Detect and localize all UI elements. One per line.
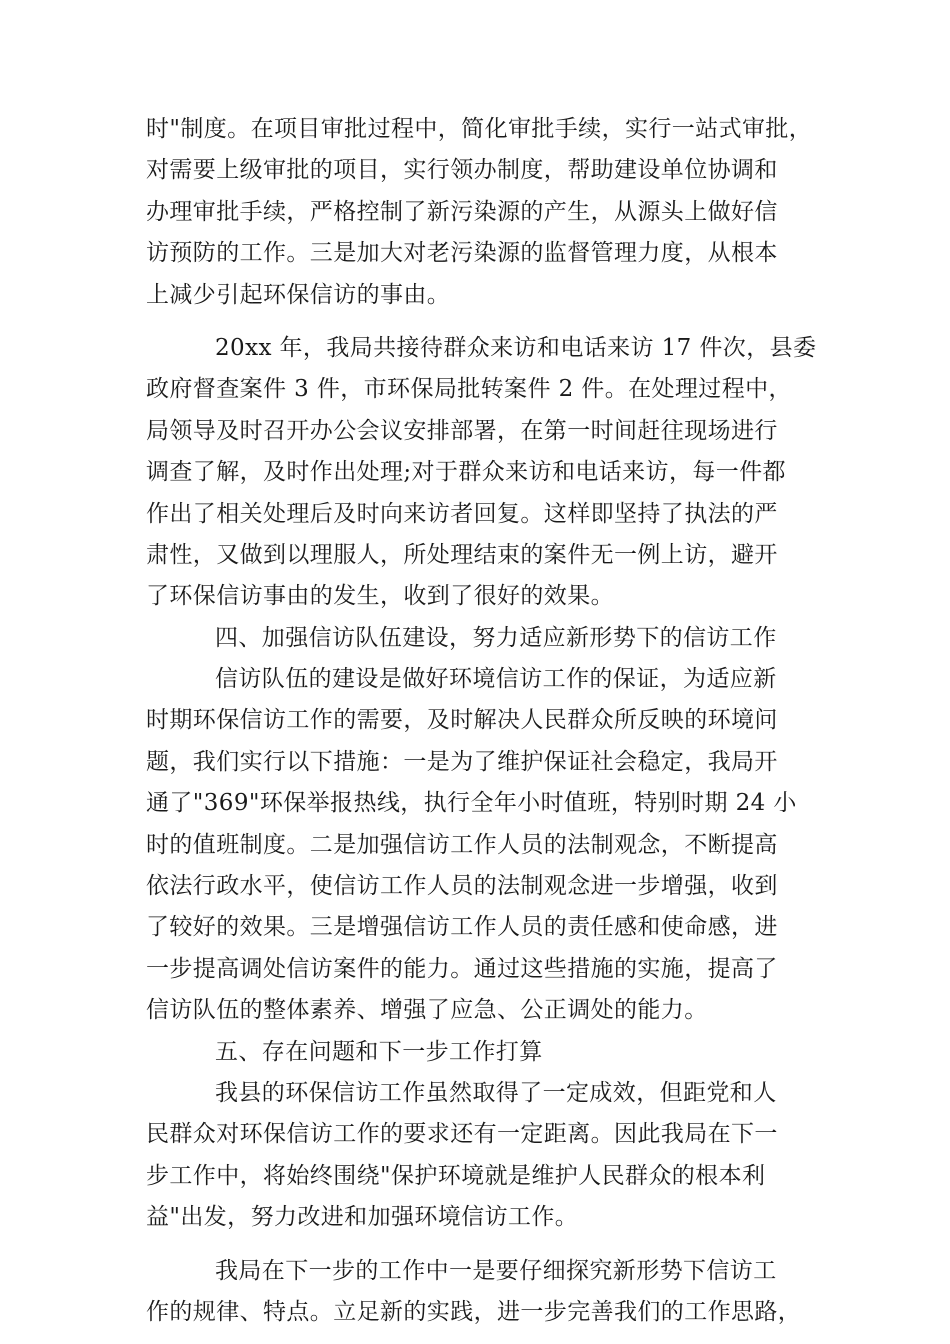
text-line: 时的值班制度。二是加强信访工作人员的法制观念，不断提高	[146, 831, 778, 858]
text-line: 上减少引起环保信访的事由。	[146, 281, 451, 308]
text-line: 依法行政水平，使信访工作人员的法制观念进一步增强，收到	[146, 873, 778, 900]
text-line: 时"制度。在项目审批过程中，简化审批手续，实行一站式审批，	[146, 116, 813, 142]
text-line: 信访队伍的整体素养、增强了应急、公正调处的能力。	[146, 997, 708, 1024]
text-line: 肃性，又做到以理服人，所处理结束的案件无一例上访，避开	[146, 541, 778, 568]
paragraph-next-steps	[146, 1251, 818, 1334]
text-line: 对需要上级审批的项目，实行领办制度，帮助建设单位协调和	[146, 157, 778, 184]
text-line: 了环保信访事由的发生，收到了很好的效果。	[146, 583, 614, 610]
text-line: 调查了解，及时作出处理;对于群众来访和电话来访，每一件都	[146, 459, 786, 486]
paragraph-gap	[146, 1239, 818, 1251]
paragraph-annual-visits	[146, 328, 818, 618]
text-line: 通了"369"环保举报热线，执行全年小时值班，特别时期 24 小	[146, 790, 797, 817]
text-line: 办理审批手续，严格控制了新污染源的产生，从源头上做好信	[146, 198, 778, 225]
text-line: 政府督查案件 3 件，市环保局批转案件 2 件。在处理过程中，	[146, 376, 792, 403]
text-line: 我县的环保信访工作虽然取得了一定成效，但距党和人	[215, 1079, 777, 1106]
section-heading-5	[146, 1032, 818, 1073]
text-line: 时期环保信访工作的需要，及时解决人民群众所反映的环境问	[146, 707, 778, 734]
text-line: 了较好的效果。三是增强信访工作人员的责任感和使命感，进	[146, 914, 778, 941]
paragraph-existing-problems	[146, 1073, 818, 1239]
heading-line: 四、加强信访队伍建设，努力适应新形势下的信访工作	[215, 624, 777, 651]
text-line: 我局在下一步的工作中一是要仔细探究新形势下信访工	[215, 1257, 777, 1284]
text-line: 访预防的工作。三是加大对老污染源的监督管理力度，从根本	[146, 240, 778, 267]
heading-line: 五、存在问题和下一步工作打算	[215, 1038, 543, 1065]
paragraph-team-building	[146, 659, 818, 1032]
text-line: 作出了相关处理后及时向来访者回复。这样即坚持了执法的严	[146, 500, 778, 527]
paragraph-gap	[146, 316, 818, 328]
text-line: 一步提高调处信访案件的能力。通过这些措施的实施，提高了	[146, 955, 778, 982]
text-line: 益"出发，努力改进和加强环境信访工作。	[146, 1204, 579, 1231]
section-heading-4	[146, 618, 818, 659]
paragraph-approval-system	[146, 109, 818, 316]
document-body	[146, 109, 818, 1333]
text-line: 20xx 年，我局共接待群众来访和电话来访 17 件次，县委	[215, 334, 817, 361]
text-line: 民群众对环保信访工作的要求还有一定距离。因此我局在下一	[146, 1121, 778, 1148]
text-line: 作的规律、特点。立足新的实践，进一步完善我们的工作思路，	[146, 1298, 802, 1325]
text-line: 步工作中，将始终围绕"保护环境就是维护人民群众的根本利	[146, 1162, 766, 1189]
text-line: 题，我们实行以下措施：一是为了维护保证社会稳定，我局开	[146, 748, 778, 775]
text-line: 局领导及时召开办公会议安排部署，在第一时间赶往现场进行	[146, 417, 778, 444]
text-line: 信访队伍的建设是做好环境信访工作的保证，为适应新	[215, 666, 777, 693]
